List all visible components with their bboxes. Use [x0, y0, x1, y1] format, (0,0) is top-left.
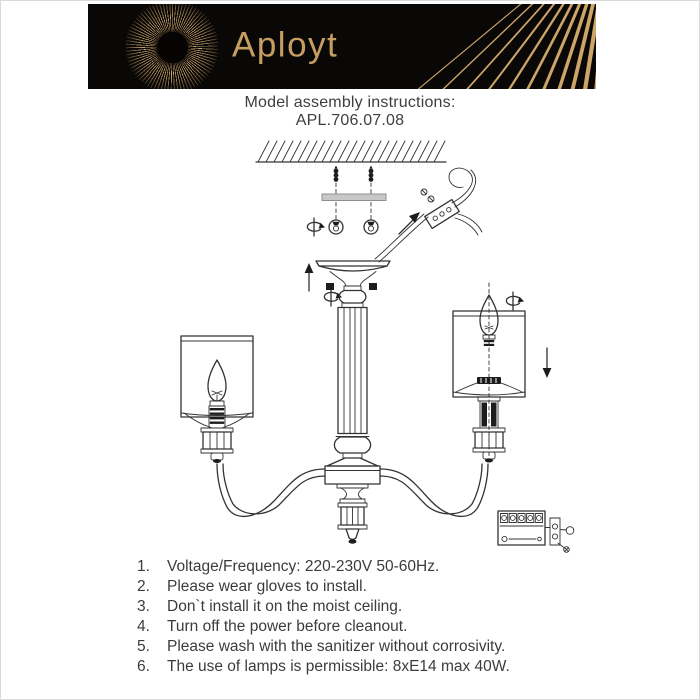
instruction-text: The use of lamps is permissible: 8xE14 max 40W. [167, 658, 510, 675]
left-lamp [181, 336, 253, 463]
arrow-icon-down [543, 348, 552, 378]
instruction-number: 6. [137, 658, 150, 675]
brand-logo-text: Aployt [232, 24, 339, 64]
instruction-item [137, 657, 607, 677]
instruction-item [137, 637, 607, 657]
instruction-text: Voltage/Frequency: 220-230V 50-60Hz. [167, 558, 440, 575]
instruction-number: 1. [137, 558, 150, 575]
terminal-block [498, 511, 574, 552]
arrow-icon-ne [399, 212, 420, 234]
instruction-number: 5. [137, 638, 150, 655]
rotate-icon [307, 218, 325, 236]
set-screw-right [369, 283, 377, 290]
power-wires [375, 168, 482, 262]
instruction-number: 2. [137, 578, 150, 595]
arrow-icon-up [305, 263, 314, 291]
ceiling-hatch [256, 141, 446, 162]
instruction-text: Don`t install it on the moist ceiling. [167, 598, 403, 615]
instruction-item [137, 617, 607, 637]
model-number: APL.706.07.08 [295, 112, 405, 129]
instruction-text: Please wear gloves to install. [167, 578, 367, 595]
instruction-item [137, 597, 607, 617]
right-lamp [453, 283, 525, 463]
center-column [325, 286, 380, 544]
instruction-item [137, 557, 607, 577]
socket-left [201, 406, 233, 463]
instruction-number: 3. [137, 598, 150, 615]
instruction-list [137, 557, 607, 677]
set-screw-left [326, 283, 334, 290]
canopy [316, 261, 390, 286]
page-title: Model assembly instructions: [244, 94, 456, 111]
arm-right [380, 464, 488, 516]
instruction-text: Please wash with the sanitizer without corrosivity. [167, 638, 506, 655]
instruction-text: Turn off the power before cleanout. [167, 618, 408, 635]
arm-left [217, 464, 325, 516]
bulb-left [208, 360, 226, 406]
rotate-icon [506, 292, 524, 310]
instruction-number: 4. [137, 618, 150, 635]
instruction-item [137, 577, 607, 597]
mounting-bracket [322, 194, 386, 201]
